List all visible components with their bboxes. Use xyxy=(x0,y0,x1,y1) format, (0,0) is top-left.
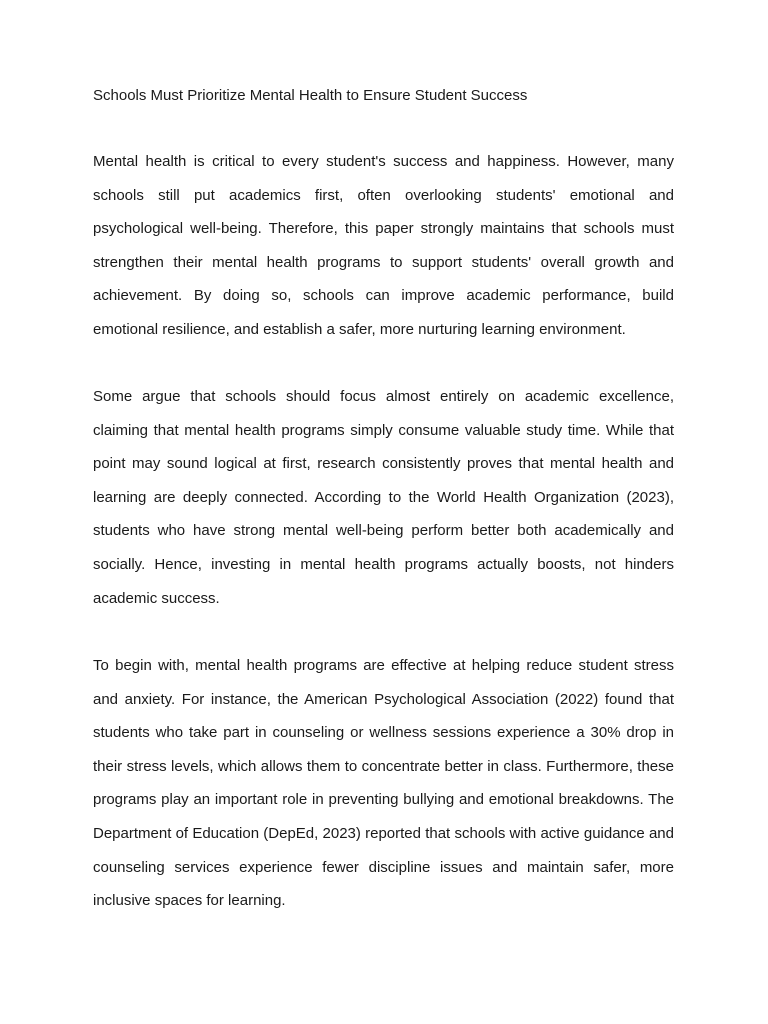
paragraph-stress-reduction: To begin with, mental health programs are effective at helping reduce student stress and anxiety. For instance, the American Psychological Association (2022) found that students who take part in counseling or wellness sessions experience a 30% drop in their stress levels, which allows them to concentrate better in class. Furthermore, these programs play an important role in preventing bullying and emotional breakdowns. The Department of Education (DepEd, 2023) reported that schools with active guidance and counseling services experience fewer discipline issues and maintain safer, more inclusive spaces for learning. xyxy=(93,657,674,910)
document-title: Schools Must Prioritize Mental Health to Ensure Student Success xyxy=(93,87,528,104)
paragraph-introduction: Mental health is critical to every student's success and happiness. However, many schools still put academics first, often overlooking students' emotional and psychological well-being. Therefore, this paper strongly maintains that schools must strengthen their mental health programs to support students' overall growth and achievement. By doing so, schools can improve academic performance, build emotional resilience, and establish a safer, more nurturing learning environment. xyxy=(93,153,674,338)
paragraph-counterargument: Some argue that schools should focus almost entirely on academic excellence, claiming that mental health programs simply consume valuable study time. While that point may sound logical at first, research consistently proves that mental health and learning are deeply connected. According to the World Health Organization (2023), students who have strong mental well-being perform better both academically and socially. Hence, investing in mental health programs actually boosts, not hinders academic success. xyxy=(93,388,674,607)
